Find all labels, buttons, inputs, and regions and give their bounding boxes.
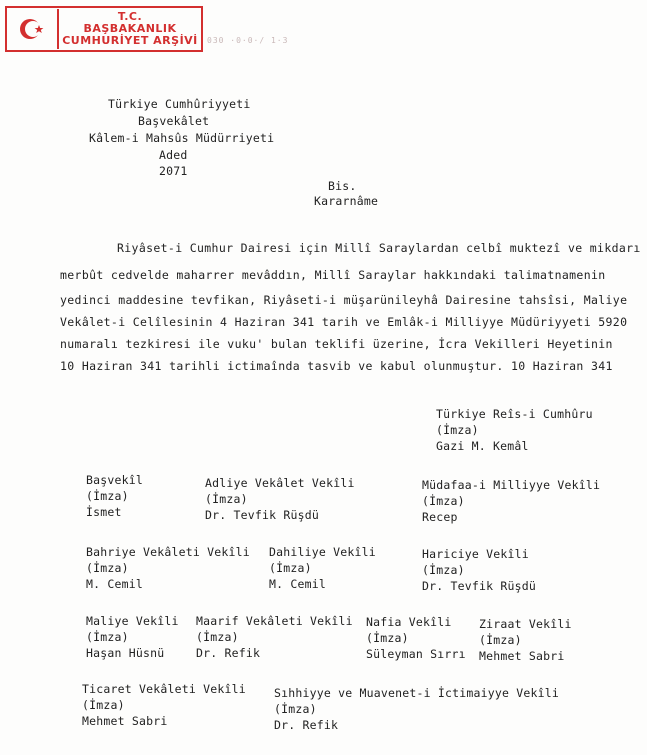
stamp-code: 030 ·0·0·/ 1·3 [207,36,289,45]
body-line: merbût cedvelde maharrer mevâddın, Millî Saraylar hakkındaki talimatnamenin [60,268,606,282]
signatory-title: Maliye Vekîli [86,614,179,628]
signatory-imza: (İmza) [479,633,522,647]
signatory-imza: (İmza) [86,630,129,644]
signatory-imza: (İmza) [86,489,129,503]
body-line: numaralı tezkiresi ile vuku' bulan teklifi üzerine, İcra Vekilleri Heyetinin [60,337,613,351]
signatory-name: M. Cemil [269,577,326,591]
stamp-line-1: T.C. [117,10,143,23]
signatory-name: Dr. Refik [274,718,339,732]
crescent-star-icon [7,9,59,49]
header-line-3: Kâlem-i Mahsûs Müdürriyeti [89,131,275,145]
body-line: Vekâlet-i Celîlesinin 4 Haziran 341 tarih ve Emlâk-i Milliyye Müdüriyyeti 5920 [60,315,628,329]
signatory-imza: (İmza) [269,561,312,575]
signatory-imza: (İmza) [196,630,239,644]
signatory-title: Müdafaa-i Milliyye Vekîli [422,478,601,492]
signatory-name: Süleyman Sırrı [366,647,466,661]
signatory-title: Başvekîl [86,473,143,487]
signatory-imza: (İmza) [366,631,409,645]
signatory-name: Mehmet Sabri [82,714,168,728]
stamp-line-2: BAŞBAKANLIK [83,22,177,35]
body-line: yedinci maddesine tevfikan, Riyâseti-i müşarünileyhâ Dairesine tahsîsi, Maliye [60,293,628,307]
header-line-1: Türkiye Cumhûriyyeti [108,97,251,111]
signatory-imza: (İmza) [86,561,129,575]
header-line-2: Başvekâlet [138,114,210,128]
signatory-title: Bahriye Vekâleti Vekîli [86,545,250,559]
president-imza: (İmza) [436,423,479,437]
president-title: Türkiye Reîs-i Cumhûru [436,407,593,421]
signatory-name: Dr. Refik [196,646,261,660]
doc-heading-1: Bis. [328,179,357,193]
signatory-title: Ziraat Vekîli [479,617,572,631]
signatory-imza: (İmza) [274,702,317,716]
signatory-title: Maarif Vekâleti Vekîli [196,614,353,628]
body-line: Riyâset-i Cumhur Dairesi için Millî Saraylardan celbî muktezî ve mikdarı [117,241,641,255]
signatory-title: Nafia Vekîli [366,615,452,629]
signatory-imza: (İmza) [422,563,465,577]
signatory-imza: (İmza) [422,494,465,508]
header-line-4: Aded [159,148,188,162]
signatory-name: Mehmet Sabri [479,649,565,663]
signatory-title: Sıhhiyye ve Muavenet-i İctimaiyye Vekîli [274,686,559,700]
header-line-5: 2071 [159,164,188,178]
stamp-text [59,11,201,47]
signatory-title: Adliye Vekâlet Vekîli [205,476,355,490]
signatory-title: Dahiliye Vekîli [269,545,376,559]
stamp-line-3: CUMHURİYET ARŞİVİ [62,34,198,47]
body-line: 10 Haziran 341 tarihli ictimaînda tasvib ve kabul olunmuştur. 10 Haziran 341 [60,359,613,373]
signatory-title: Ticaret Vekâleti Vekîli [82,682,246,696]
signatory-imza: (İmza) [82,698,125,712]
archive-stamp [5,6,203,52]
signatory-name: Haşan Hüsnü [86,646,165,660]
signatory-name: İsmet [86,505,122,519]
signatory-name: M. Cemil [86,577,143,591]
doc-heading-2: Kararnâme [314,194,379,208]
signatory-name: Recep [422,510,458,524]
signatory-name: Dr. Tevfik Rüşdü [422,579,536,593]
signatory-title: Hariciye Vekîli [422,547,529,561]
president-name: Gazi M. Kemâl [436,439,529,453]
signatory-name: Dr. Tevfik Rüşdü [205,508,319,522]
signatory-imza: (İmza) [205,492,248,506]
